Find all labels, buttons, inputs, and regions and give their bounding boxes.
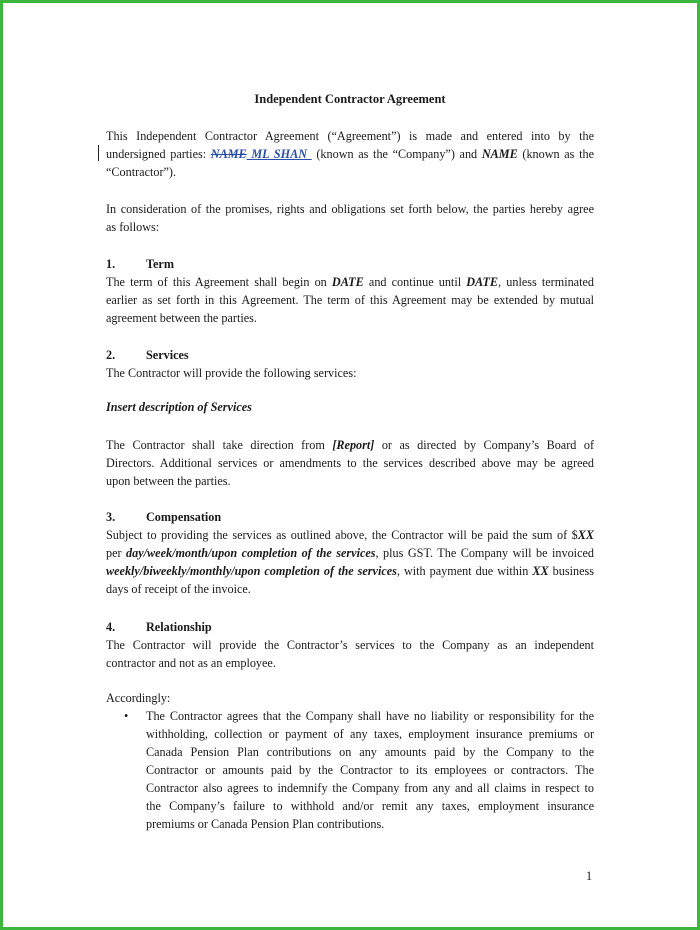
section-number: 1. — [106, 257, 116, 271]
section-number: 3. — [106, 510, 116, 524]
section-title: Term — [146, 257, 174, 271]
compensation-line-4: days of receipt of the invoice. — [106, 582, 251, 596]
contractor-name-placeholder: NAME — [481, 147, 518, 161]
term-line-3: agreement between the parties. — [106, 311, 257, 325]
date-placeholder: DATE — [466, 275, 499, 289]
section-number: 2. — [106, 348, 116, 362]
bullet-icon: • — [124, 709, 129, 723]
services-direction-line-3: upon between the parties. — [106, 474, 231, 488]
services-direction-line-2: Directors. Additional services or amendments to the services described above may be agreed — [106, 456, 594, 470]
bullet-line: Contractor also agrees to indemnify the Company from any and all claims in respect to — [146, 781, 594, 795]
amount-placeholder: XX — [577, 528, 594, 542]
days-placeholder: XX — [532, 564, 549, 578]
section-heading-services — [106, 346, 189, 364]
relationship-line-1: The Contractor will provide the Contractor’s services to the Company as an independent — [106, 638, 594, 652]
relationship-paragraph — [106, 636, 594, 672]
services-description-placeholder: Insert description of Services — [106, 400, 252, 414]
period-placeholder: day/week/month/upon completion of the services — [126, 546, 376, 560]
relationship-line-2: contractor and not as an employee. — [106, 656, 276, 670]
compensation-line-1: Subject to providing the services as outlined above, the Contractor will be paid the sum of $XX — [106, 528, 594, 542]
consideration-line-1: In consideration of the promises, rights and obligations set forth below, the parties hereby agree — [106, 202, 594, 216]
frequency-placeholder: weekly/biweekly/monthly/upon completion of the services — [106, 564, 397, 578]
intro-line-3: “Contractor”). — [106, 165, 177, 179]
bullet-line: withholding, collection or payment of any taxes, employment insurance premiums or — [146, 727, 594, 741]
intro-line-2 — [106, 145, 594, 163]
consideration-paragraph — [106, 200, 594, 236]
section-number: 4. — [106, 620, 116, 634]
compensation-paragraph — [106, 526, 594, 598]
date-placeholder: DATE — [331, 275, 364, 289]
bullet-line: Canada Pension Plan contributions on any amounts paid by the Company to the — [146, 745, 594, 759]
page-number: 1 — [586, 869, 593, 883]
section-title: Services — [146, 348, 189, 362]
intro-line-1: This Independent Contractor Agreement (“Agreement”) is made and entered into by the — [106, 129, 594, 143]
services-line: The Contractor will provide the following services: — [106, 366, 357, 380]
intro-text: undersigned parties: — [106, 147, 211, 161]
struck-name: NAME — [210, 147, 247, 161]
section-heading-compensation — [106, 508, 221, 526]
intro-paragraph — [106, 127, 594, 181]
document-title: Independent Contractor Agreement — [254, 92, 446, 106]
intro-text: (known as the — [517, 147, 594, 161]
bullet-line: the Company’s failure to withhold and/or remit any taxes, employment insurance — [146, 799, 594, 813]
services-direction-line-1: The Contractor shall take direction from [Report] or as directed by Company’s Board of — [106, 438, 594, 452]
text-cursor — [98, 145, 99, 161]
term-line-1: The term of this Agreement shall begin on DATE and continue until DATE, unless terminated — [106, 275, 594, 289]
bullet-line: Contractor or amounts paid by the Contractor to its employees or contractors. The — [146, 763, 594, 777]
compensation-line-3: weekly/biweekly/monthly/upon completion of the services, with payment due within XX business — [106, 564, 594, 578]
section-heading-relationship — [106, 618, 212, 636]
accordingly-label: Accordingly: — [106, 691, 171, 705]
intro-text: (known as the “Company”) and — [311, 147, 482, 161]
services-direction-paragraph — [106, 436, 594, 490]
section-heading-term — [106, 255, 174, 273]
term-line-2: earlier as set forth in this Agreement. The term of this Agreement may be extended by mutual — [106, 293, 594, 307]
report-placeholder: [Report] — [332, 438, 375, 452]
bullet-text — [146, 707, 594, 833]
consideration-line-2: as follows: — [106, 220, 160, 234]
section-title: Compensation — [146, 510, 222, 524]
bullet-line: premiums or Canada Pension Plan contributions. — [146, 817, 385, 831]
term-paragraph — [106, 273, 594, 327]
inserted-name: ML SHAN — [246, 147, 308, 161]
section-title: Relationship — [146, 620, 212, 634]
bullet-line: The Contractor agrees that the Company shall have no liability or responsibility for the — [146, 709, 594, 723]
compensation-line-2: per day/week/month/upon completion of the services, plus GST. The Company will be invoiced — [106, 546, 594, 560]
